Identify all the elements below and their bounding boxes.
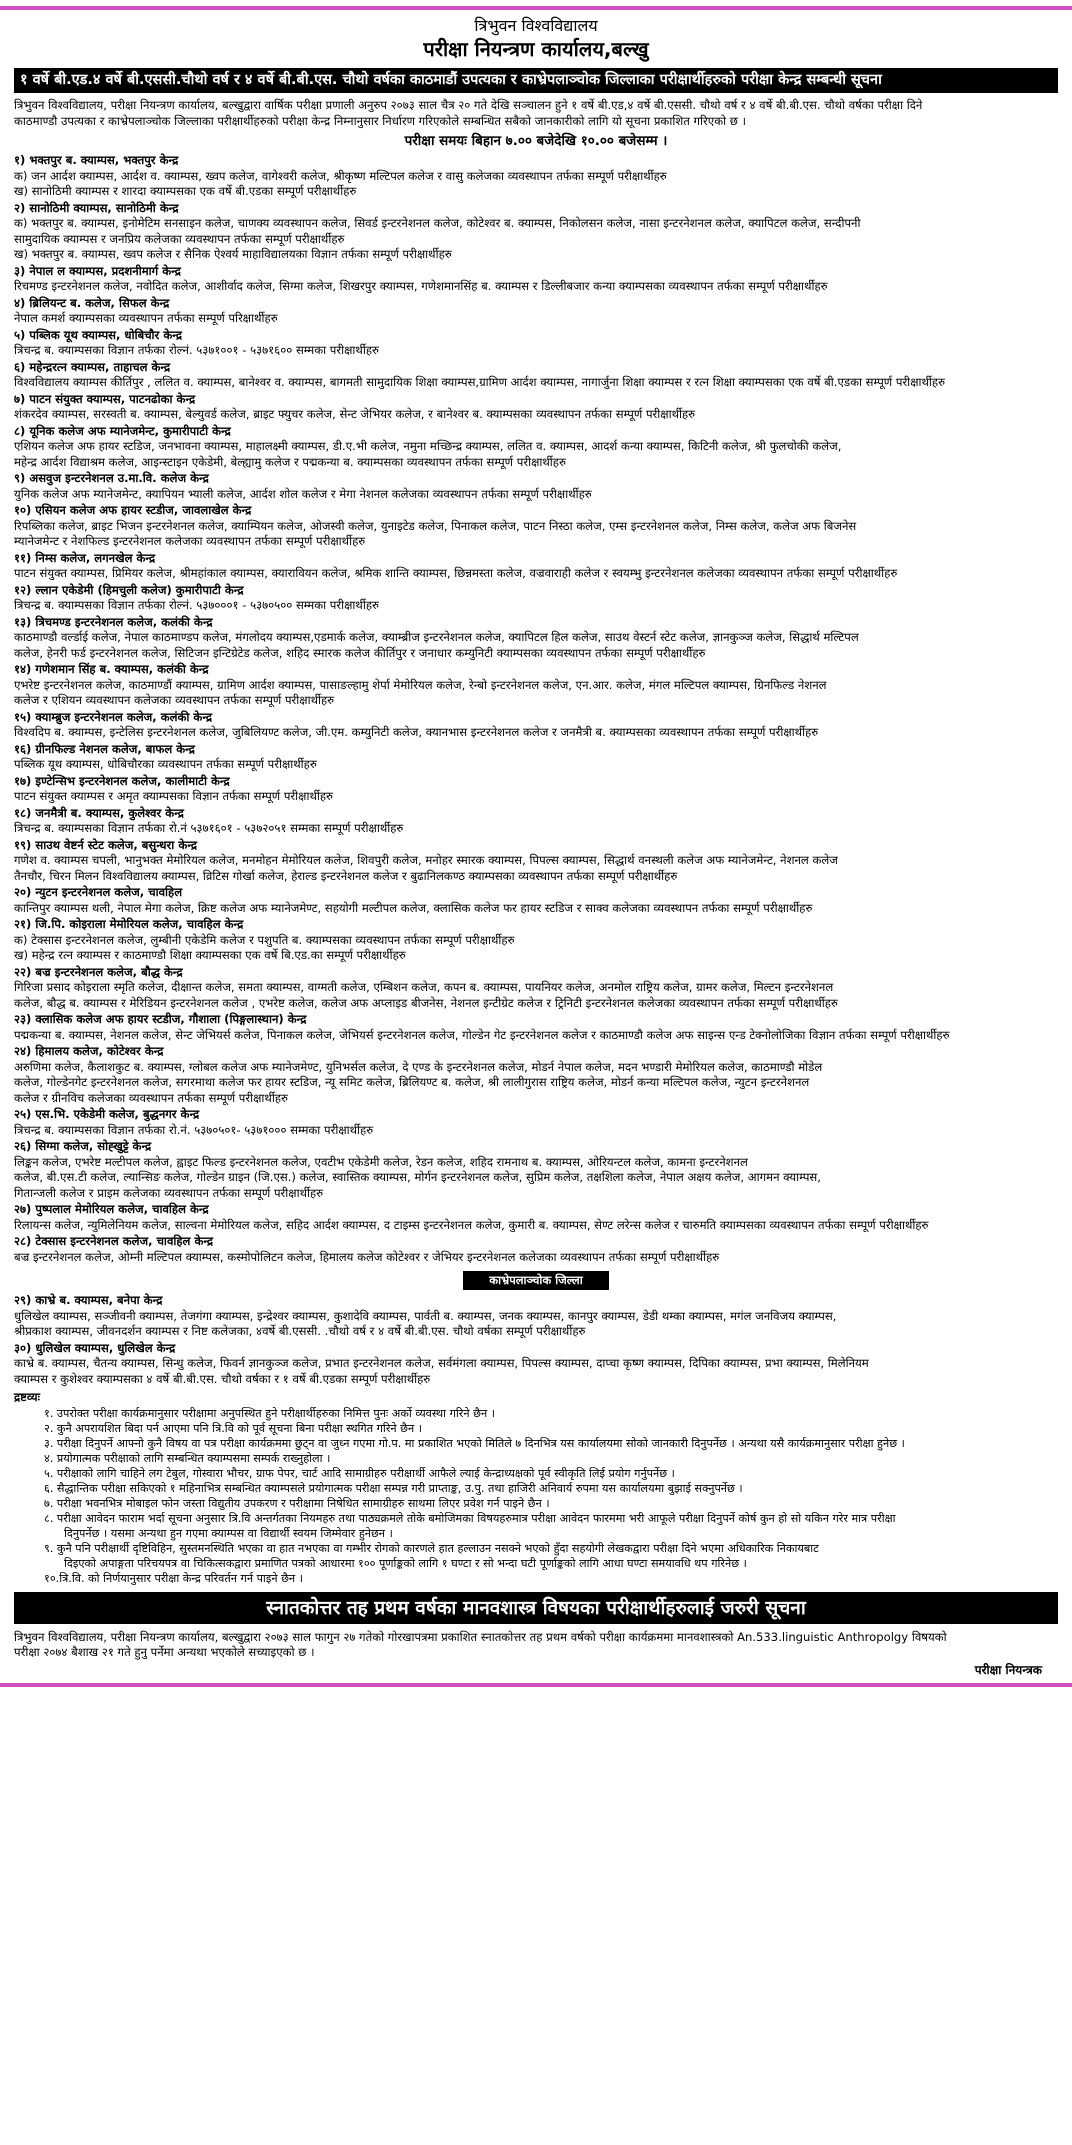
center-detail-line: क) भक्तपुर ब. क्याम्पस, इनोमेटिम सनसाइन कलेज, चाणक्य व्यवस्थापन कलेज, सिवर्ड इन्टरनेशनल कलेज, कोटेश्वर ब. क्याम्पस, निकोलसन कलेज, नासा इन्टरनेशनल कलेज, क्यापिटल कलेज, सन्दीपनी <box>14 216 861 230</box>
center-detail-line: कलेज र ग्रीनविच कलेजका व्यवस्थापन तर्फका सम्पूर्ण परीक्षार्थीहरु <box>14 1090 288 1105</box>
center-detail-line: शंकरदेव क्याम्पस, सरस्वती ब. क्याम्पस, बेल्युवर्ड कलेज, ब्राइट फ्युचर कलेज, सेन्ट जेभियर कलेज, र बानेश्वर ब. क्याम्पसका व्यवस्थापन तर्फका सम्पूर्ण परीक्षार्थीहरु <box>14 407 696 421</box>
exam-center <box>14 296 1058 327</box>
intro-line: काठमाण्डौ उपत्यका र काभ्रेपलाञ्चोक जिल्लाका परीक्षार्थीहरुको परीक्षा केन्द्र निम्नानुसार निर्धारण गरिएकोले सम्बन्धित सबैको जानकारीको लागि यो सूचना प्रकाशित गरिएको छ । <box>14 113 746 128</box>
center-title: १८) जनमैत्री ब. क्याम्पस, कुलेश्वर केन्द्र <box>14 805 184 820</box>
center-detail-line: गणेश व. क्याम्पस चपली, भानुभक्त मेमोरियल कलेज, मनमोहन मेमोरियल कलेज, शिवपुरी कलेज, मनोहर स्मारक क्याम्पस, पिपल्स क्याम्पस, सिद्धार्थ वनस्थली कलेज अफ म्यानेजमेन्ट, नेशनल कलेज <box>14 853 838 867</box>
center-title: १९) साउथ वेष्टर्न स्टेट कलेज, बसुन्धरा केन्द्र <box>14 837 197 852</box>
center-title: २६) सिग्मा कलेज, सोह्खुट्टे केन्द्र <box>14 1139 152 1153</box>
center-title: २४) हिमालय कलेज, कोटेश्वर केन्द्र <box>14 1044 164 1058</box>
center-title: २८) टेक्सास इन्टरनेशनल कलेज, चावहिल केन्द्र <box>14 1234 214 1248</box>
center-detail-line: गितान्जली कलेज र प्राइम कलेजका व्यवस्थापन तर्फका सम्पूर्ण परीक्षार्थीहरु <box>14 1185 324 1200</box>
center-title: १३) त्रिचमण्ड इन्टरनेशनल कलेज, कलंकी केन्द्र <box>14 614 213 629</box>
notes-list <box>14 1406 1058 1586</box>
center-title: १) भक्तपुर ब. क्याम्पस, भक्तपुर केन्द्र <box>14 153 179 167</box>
exam-center <box>14 264 1058 295</box>
kavre-heading-label: काभ्रेपलाञ्चोक जिल्ला <box>463 1271 608 1290</box>
center-detail-line: रिलायन्स कलेज, न्युमिलेनियम कलेज, साल्वना मेमोरियल कलेज, सहिद आर्दश क्याम्पस, द टाइम्स इन्टरनेशनल कलेज, कुमारी ब. क्याम्पस, सेण्ट लरेन्स कलेज र चारुमति क्याम्पसका व्यवस्थापन तर्फका सम्पूर्ण परीक्षार्थीहरु <box>14 1217 929 1232</box>
center-title: १०) एसियन कलेज अफ हायर स्टडीज, जावलाखेल केन्द्र <box>14 503 252 517</box>
center-detail-line: रिचमण्ड इन्टरनेशनल कलेज, नवोदित कलेज, आशीर्वाद कलेज, सिग्मा कलेज, शिखरपुर क्याम्पस, गणेशमानसिंह ब. क्याम्पस र डिल्लीबजार कन्या क्याम्पसका व्यवस्थापन तर्फका सम्पूर्ण परीक्षार्थीहरु <box>14 279 828 293</box>
center-title: ८) यूनिक कलेज अफ म्यानेजमेन्ट, कुमारीपाटी केन्द्र <box>14 423 231 438</box>
exam-center <box>14 1202 1058 1233</box>
signature-title: परीक्षा नियन्त्रक <box>974 1662 1042 1677</box>
note-item: दिइएको अपाङ्गता परिचयपत्र वा चिकित्सकद्वारा प्रमाणित पत्रको आधारमा १०० पूर्णाङ्कको लागि १ घण्टा र सो भन्दा घटी पूर्णाङ्कको लागि आधा घण्टा समयावधि थप गरिनेछ । <box>64 1556 747 1570</box>
note-item: ८. परीक्षा आवेदन फाराम भर्दा सूचना अनुसार त्रि.वि अन्तर्गतका नियमहरु तथा पाठ्यक्रमले तोके बमोजिमका विषयहरुमात्र परीक्षा आवेदन फारममा भरी आफूले परीक्षा दिनुपर्ने कोर्ष कुन हो सो यकिन गरेर मात्र परीक्षा <box>44 1511 896 1525</box>
exam-center <box>14 424 1058 471</box>
exam-center <box>14 885 1058 916</box>
center-detail-line: काभ्रे ब. क्याम्पस, चैतन्य क्याम्पस, सिन्धु कलेज, फिवर्न ज्ञानकुञ्ज कलेज, प्रभात इन्टरनेशनल कलेज, सर्वमंगला क्याम्पस, पिपल्स क्याम्पस, दाप्चा कृष्ण क्याम्पस, दिपिका क्याम्पस, प्रभा क्याम्पस, मिलेनियम <box>14 1356 869 1370</box>
center-title: २०) न्युटन इन्टरनेशनल कलेज, चावहिल <box>14 885 183 899</box>
center-detail-line: गिरिजा प्रसाद कोइराला स्मृति कलेज, दीक्षान्त कलेज, समता क्याम्पस, वाग्मती कलेज, एम्बिशन कलेज, कपन ब. क्याम्पस, पायनियर कलेज, अनमोल राष्ट्रिय कलेज, ग्रामर कलेज, मिल्टन इन्टरनेशनल <box>14 980 834 994</box>
exam-center <box>14 471 1058 502</box>
exam-center <box>14 153 1058 200</box>
note-item: दिनुपर्नेछ । यसमा अन्यथा हुन गएमा क्याम्पस वा विद्यार्थी स्वयम जिम्मेवार हुनेछन । <box>64 1526 393 1540</box>
center-title: ९) असवुज इन्टरनेशनल उ.मा.वि. कलेज केन्द्र <box>14 471 209 485</box>
center-title: ११) निम्स कलेज, लगनखेल केन्द्र <box>14 550 156 565</box>
exam-center <box>14 917 1058 964</box>
exam-center <box>14 1139 1058 1201</box>
note-item: ६. सैद्धान्तिक परीक्षा सकिएको १ महिनाभित्र सम्बन्धित क्याम्पसले प्रयोगात्मक परीक्षा सम्पन्न गरी प्राप्ताङ्क, उ.पु. तथा हाजिरी अनिवार्य रुपमा यस कार्यालयमा बुझाई सक्नुपर्नेछ । <box>44 1481 743 1495</box>
center-title: १७) इण्टेन्सिभ इन्टरनेशनल कलेज, कालीमाटी केन्द्र <box>14 773 230 788</box>
note-item: २. कुनै अपरायशित बिदा पर्न आएमा पनि त्रि.वि को पूर्व सूचना बिना परीक्षा स्थगित गरिने छैन । <box>44 1421 423 1435</box>
university-name: त्रिभुवन विश्वविद्यालय <box>474 16 598 35</box>
center-detail-line: कलेज र एशियन व्यवस्थापन कलेजका व्यवस्थापन तर्फका सम्पूर्ण परीक्षार्थीहरु <box>14 693 335 707</box>
center-detail-line: म्यानेजमेन्ट र नेशफिल्ड इन्टरनेशनल कलेजका व्यवस्थापन तर्फका सम्पूर्ण परीक्षार्थीहरु <box>14 534 366 548</box>
exam-center <box>14 201 1058 263</box>
exam-center <box>14 742 1058 773</box>
center-title: २) सानोठिमी क्याम्पस, सानोठिमी केन्द्र <box>14 200 179 215</box>
center-detail-line: त्रिचन्द्र ब. क्याम्पसका विज्ञान तर्फका रोल्नं. ५३७०००१ - ५३७०५०० सम्मका परीक्षार्थीहरु <box>14 598 379 612</box>
exam-center <box>14 774 1058 805</box>
second-notice-text <box>14 1630 1058 1661</box>
center-title: २९) काभ्रे ब. क्याम्पस, बनेपा केन्द्र <box>14 1293 163 1307</box>
center-detail-line: विश्वविद्यालय क्याम्पस कीर्तिपुर , ललित व. क्याम्पस, बानेश्वर व. क्याम्पस, बागमती सामुदायिक शिक्षा क्याम्पस,ग्रामिण आर्दश क्याम्पस, नागार्जुना शिक्षा क्याम्पस र रत्न शिक्षा क्याम्पसका एक वर्षे बी.एडका सम्पूर्ण परीक्षार्थीहरु <box>14 375 946 389</box>
exam-center <box>14 551 1058 582</box>
center-title: १५) क्याम्ब्रुज इन्टरनेशनल कलेज, कलंकी केन्द्र <box>14 709 213 724</box>
kavre-center-list <box>14 1293 1058 1387</box>
center-title: २३) क्लासिक कलेज अफ हायर स्टडीज, गौशाला (पिङ्गलास्थान) केन्द्र <box>14 1012 307 1026</box>
exam-time: परीक्षा समयः बिहान ७.०० बजेदेखि १०.०० बजेसम्म । <box>404 133 668 149</box>
center-detail-line: कलेज, गोल्डेनगेट इन्टरनेशनल कलेज, सगरमाथा कलेज फर हायर स्टडिज, न्यू समिट कलेज, ब्रिलियण्ट ब. कलेज, श्री लालीगुरास राष्ट्रिय कलेज, मोडर्न कन्या मल्टिपल कलेज, न्युटन इन्टरनेशनल <box>14 1075 810 1089</box>
office-name: परीक्षा नियन्त्रण कार्यालय,बल्खु <box>423 37 649 61</box>
center-detail-line: सामुदायिक क्याम्पस र जनप्रिय कलेजका व्यवस्थापन तर्फका सम्पूर्ण परीक्षार्थीहरु <box>14 231 345 246</box>
center-detail-line: ख) महेन्द्र रत्न क्याम्पस र काठमाण्डौ शिक्षा क्याम्पसका एक वर्षे बि.एड.का सम्पूर्ण परीक्षार्थीहरु <box>14 948 406 962</box>
center-title: २२) बज्र इन्टरनेशनल कलेज, बौद्ध केन्द्र <box>14 964 183 979</box>
center-detail-line: ख) सानोठिमी क्याम्पस र शारदा क्याम्पसका एक वर्षे बी.एडका सम्पूर्ण परीक्षार्थीहरु <box>14 184 357 198</box>
center-detail-line: कलेज, बौद्ध ब. क्याम्पस र मेरिडियन इन्टरनेशनल कलेज , एभरेष्ट कलेज, कलेज अफ अप्लाइड बीजनेस, नेशनल इन्टीग्रेट कलेज र ट्रिनिटी इन्टरनेशनल कलेजका व्यवस्थापन तर्फका सम्पूर्ण परीक्षार्थीहरु <box>14 995 838 1010</box>
main-notice-banner: १ वर्षे बी.एड.४ वर्षे बी.एससी.चौथो वर्ष र ४ वर्षे बी.बी.एस. चौथो वर्षका काठमाडौं उपत्यका र काभ्रेपलाञ्चोक जिल्लाका परीक्षार्थीहरुको परीक्षा केन्द्र सम्बन्धी सूचना <box>14 68 1058 93</box>
center-detail-line: एशियन कलेज अफ हायर स्टडिज, जनभावना क्याम्पस, माहालक्ष्मी क्याम्पस, डी.ए.भी कलेज, नमुना मच्छिन्द्र क्याम्पस, ललित व. क्याम्पस, आदर्श कन्या क्याम्पस, किटिनी कलेज, श्री फुलचोकी कलेज, <box>14 439 842 453</box>
center-detail-line: पाटन संयुक्त क्याम्पस र अमृत क्याम्पसका विज्ञान तर्फका सम्पूर्ण परीक्षार्थीहरु <box>14 789 333 803</box>
exam-center <box>14 662 1058 709</box>
exam-center <box>14 1234 1058 1265</box>
center-title: ४) ब्रिलियन्ट ब. कलेज, सिफल केन्द्र <box>14 295 170 310</box>
center-detail-line: ख) भक्तपुर ब. क्याम्पस, ख्वप कलेज र सैनिक ऐश्वर्य माहाविद्यालयका विज्ञान तर्फका सम्पूर्ण परीक्षार्थीहरु <box>14 247 452 261</box>
note-item: ९. कुनै पनि परीक्षार्थी दृष्टिविहिन, सुस्तमनस्थिति भएका वा हात नभएका वा गम्भीर रोगको कारणले हात हल्लाउन नसक्ने भएको हुँदा सहयोगी लेखकद्वारा परीक्षा दिने भएमा अधिकारिक निकायबाट <box>44 1541 819 1555</box>
exam-center <box>14 615 1058 662</box>
center-detail-line: धुलिखेल क्याम्पस, सञ्जीवनी क्याम्पस, तेजगंगा क्याम्पस, इन्द्रेश्वर क्याम्पस, कुशादेवि क्याम्पस, पार्वती ब. क्याम्पस, जनक क्याम्पस, कानपुर क्याम्पस, डेडी थम्का क्याम्पस, मगंल जनविजय क्याम्पस, <box>14 1308 837 1323</box>
center-title: ५) पब्लिक यूथ क्याम्पस, धोबिचौर केन्द्र <box>14 327 182 342</box>
notes-section <box>14 1390 1058 1586</box>
center-detail-line: विश्वदिप ब. क्याम्पस, इन्टेलिस इन्टरनेशनल कलेज, जुबिलियण्ट कलेज, जी.एम. कम्युनिटी कलेज, क्यानभास इन्टरनेशनल कलेज र जनमैत्री ब. क्याम्पसका व्यवस्थापन तर्फका सम्पूर्ण परीक्षार्थीहरु <box>14 725 819 739</box>
note-item: १०.त्रि.वि. को निर्णयानुसार परीक्षा केन्द्र परिवर्तन गर्न पाइने छैन । <box>44 1571 303 1585</box>
center-detail-line: त्रिचन्द्र ब. क्याम्पसका विज्ञान तर्फका रोल्नं. ५३७१००१ - ५३७१६०० सम्मका परीक्षार्थीहरु <box>14 343 379 357</box>
center-detail-line: कलेज, बी.एस.टी कलेज, ल्यान्सिङ कलेज, गोल्डेन ग्राइन (जि.एस.) कलेज, स्वास्तिक क्याम्पस, मोर्गन इन्टरनेशनल कलेज, सुप्रिम कलेज, तक्षशिला कलेज, नेपाल अक्षय कलेज, आगमन क्याम्पस, <box>14 1170 821 1184</box>
center-detail-line: एभरेष्ट इन्टरनेशनल कलेज, काठमाण्डौं क्याम्पस, ग्रामिण आर्दश क्याम्पस, पासाङल्हामु शेर्पा मेमोरियल कलेज, रेन्बो इन्टरनेशनल कलेज, एन.आर. कलेज, मंगल मल्टिपल क्याम्पस, ग्रिनफिल्ड नेशनल <box>14 677 827 692</box>
center-title: १६) ग्रीनफिल्ड नेशनल कलेज, बाफल केन्द्र <box>14 741 195 756</box>
exam-center <box>14 583 1058 614</box>
kavre-region-heading <box>14 1269 1058 1290</box>
exam-center <box>14 710 1058 741</box>
second-notice-line: परीक्षा २०७४ बैशाख २१ गते हुनु पर्नेमा अन्यथा भएकोले सच्याइएको छ । <box>14 1645 315 1659</box>
center-title: १४) गणेशमान सिंह ब. क्याम्पस, कलंकी केन्द्र <box>14 662 209 676</box>
center-title: ३) नेपाल ल क्याम्पस, प्रदशनीमार्ग केन्द्र <box>14 263 181 278</box>
center-detail-line: क्याम्पस र कुशेश्वर क्याम्पसका ४ वर्षे बी.बी.एस. चौथो वर्षका र १ वर्षे बी.एडका सम्पूर्ण परीक्षार्थीहरु <box>14 1371 431 1386</box>
center-title: ६) महेन्द्ररत्न क्याम्पस, ताहाचल केन्द्र <box>14 359 171 374</box>
exam-center <box>14 1341 1058 1388</box>
center-title: २७) पुष्पलाल मेमोरियल कलेज, चावहिल केन्द्र <box>14 1202 209 1216</box>
note-item: ३. परीक्षा दिनुपर्ने आफ्नो कुनै विषय वा पत्र परीक्षा कार्यक्रममा छुट्न वा जुध्न गएमा गो.प. मा प्रकाशित भएको मितिले ७ दिनभित्र यस कार्यालयमा सोको जानकारी दिनुपर्नेछ । अन्यथा यसै कार्यक्रमानुसार परीक्षा हुनेछ । <box>44 1436 905 1450</box>
intro-paragraph <box>14 98 1058 129</box>
center-detail-line: कान्तिपुर क्याम्पस थली, नेपाल मेगा कलेज, क्रिष्ट कलेज अफ म्यानेजमेण्ट, सहयोगी मल्टीपल कलेज, क्लासिक कलेज फर हायर स्टडिज र साक्व कलेजका व्यवस्थापन तर्फका सम्पूर्ण परीक्षार्थीहरु <box>14 900 813 915</box>
exam-center <box>14 392 1058 423</box>
second-notice-line: त्रिभुवन विश्वविद्यालय, परीक्षा नियन्त्रण कार्यालय, बल्खुद्वारा २०७३ साल फागुन २७ गतेको गोरखापत्रमा प्रकाशित स्नातकोत्तर तह प्रथम वर्षको परीक्षा कार्यक्रममा मानवशास्त्रको An.533.linguistic Anthropolgy विषयको <box>14 1629 947 1644</box>
center-detail-line: बज्र इन्टरनेशनल कलेज, ओम्नी मल्टिपल क्याम्पस, कस्मोपोलिटन कलेज, हिमालय कलेज कोटेश्वर र जेभियर इन्टरनेशनल कलेजका व्यवस्थापन तर्फका सम्पूर्ण परीक्षार्थीहरु <box>14 1249 720 1264</box>
center-detail-line: महेन्द्र आर्दश विद्याश्रम कलेज, आइन्स्टाइन एकेडेमी, बेल्ह्यामु कलेज र पद्मकन्या ब. क्याम्पसका व्यवस्थापन तर्फका सम्पूर्ण परीक्षार्थीहरु <box>14 454 566 469</box>
note-item: १. उपरोक्त परीक्षा कार्यक्रमानुसार परीक्षामा अनुपस्थित हुने परीक्षार्थीहरुका निमित्त पुनः अर्को व्यवस्था गरिने छैन । <box>44 1406 495 1420</box>
exam-center <box>14 1012 1058 1043</box>
exam-center <box>14 1044 1058 1106</box>
exam-center <box>14 503 1058 550</box>
masthead <box>14 10 1058 66</box>
bottom-pink-rule <box>0 1683 1072 1687</box>
center-detail-line: क) जन आर्दश क्याम्पस, आर्दश व. क्याम्पस, ख्वप कलेज, वागेश्वरी कलेज, श्रीकृष्ण मल्टिपल कलेज र वासु कलेजका व्यवस्थापन तर्फका सम्पूर्ण परीक्षार्थीहरु <box>14 168 667 183</box>
center-detail-line: लिङ्कन कलेज, एभरेष्ट मल्टीपल कलेज, ह्वाइट फिल्ड इन्टरनेशनल कलेज, एवटीभ एकेडेमी कलेज, रेडन कलेज, शहिद रामनाथ ब. क्याम्पस, ओरियन्टल कलेज, कामना इन्टरनेशनल <box>14 1154 748 1169</box>
note-item: ७. परीक्षा भवनभित्र मोबाइल फोन जस्ता विद्युतीय उपकरण र परीक्षामा निषेधित सामाग्रीहरु साथमा लिएर प्रवेश गर्न पाइने छैन । <box>44 1496 550 1510</box>
center-detail-line: पब्लिक यूथ क्याम्पस, धोबिचौरका व्यवस्थापन तर्फका सम्पूर्ण परीक्षार्थीहरु <box>14 757 317 771</box>
center-title: २१) जि.पि. कोइराला मेमोरियल कलेज, चावहिल केन्द्र <box>14 917 244 931</box>
exam-center-list <box>14 153 1058 1265</box>
center-detail-line: पद्मकन्या ब. क्याम्पस, नेशनल कलेज, सेन्ट जेभियर्स कलेज, पिनाकल कलेज, जेभियर्स इन्टरनेशनल कलेज, गोल्डेन गेट इन्टरनेशनल कलेज र काठमाण्डौ कलेज अफ साइन्स एन्ड टेक्नोलोजिका विज्ञान तर्फका सम्पूर्ण परीक्षार्थीहरु <box>14 1027 950 1042</box>
center-detail-line: अरुणिमा कलेज, कैलाशकुट ब. क्याम्पस, ग्लोबल कलेज अफ म्यानेजमेण्ट, युनिभर्सल कलेज, दे एण्ड के इन्टरनेशनल कलेज, मोडर्न नेपाल कलेज, मदन भण्डारी मेमोरियल कलेज, काठमाण्डौ मोडेल <box>14 1059 823 1074</box>
center-detail-line: तैनचौर, चिरन मिलन विश्वविद्यालय क्याम्पस, व्रिटिस गोर्खा कलेज, हेराल्ड इन्टरनेशनल कलेज र बुढानिलकण्ठ क्याम्पसका व्यवस्थापन तर्फका सम्पूर्ण परीक्षार्थीहरु <box>14 868 678 883</box>
exam-center <box>14 1107 1058 1138</box>
exam-center <box>14 806 1058 837</box>
note-item: ४. प्रयोगात्मक परीक्षाको लागि सम्बन्धित क्याम्पसमा सम्पर्क राख्नुहोला । <box>44 1451 331 1465</box>
center-detail-line: काठमाण्डौ वर्ल्डाई कलेज, नेपाल काठमाण्डप कलेज, मंगलोदय क्याम्पस,एडमार्क कलेज, क्याम्ब्रीज इन्टरनेशनल कलेज, क्यापिटल हिल कलेज, साउथ वेस्टर्न स्टेट कलेज, ज्ञानकुञ्ज कलेज, सिद्धार्थ मल्टिपल <box>14 630 859 644</box>
notes-title: द्रष्टव्यः <box>14 1390 40 1404</box>
center-detail-line: त्रिचन्द्र ब. क्याम्पसका विज्ञान तर्फका रो.नं ५३७१६०१ - ५३७२०५१ सम्मका सम्पूर्ण परीक्षार्थीहरु <box>14 821 404 835</box>
center-detail-line: कलेज, हेनरी फर्ड इन्टरनेशनल कलेज, सिटिजन इन्टिग्रेटेड कलेज, शहिद स्मारक कलेज कीर्तिपुर र जनाधार कम्युनिटी क्याम्पसका व्यवस्थापन तर्फका सम्पूर्ण परीक्षार्थीहरु <box>14 645 706 660</box>
note-item: ५. परीक्षाको लागि चाहिने लग टेबुल, गोस्वारा भौचर, ग्राफ पेपर, चार्ट आदि सामाग्रीहरु परीक्षार्थी आफैले ल्याई केन्द्राध्यक्षको पूर्व स्वीकृति लिई प्रयोग गर्नुपर्नेछ । <box>44 1466 675 1480</box>
center-detail-line: पाटन संयुक्त क्याम्पस, प्रिमियर कलेज, श्रीमहांकाल क्याम्पस, क्यारावियन कलेज, श्रमिक शान्ति क्याम्पस, छिन्नमस्ता कलेज, वज्रवाराही कलेज र स्वयम्भु इन्टरनेशनल कलेजका व्यवस्थापन तर्फका सम्पूर्ण परीक्षार्थीहरु <box>14 566 898 580</box>
exam-center <box>14 1293 1058 1340</box>
center-detail-line: श्रीप्रकाश क्याम्पस, जीवनदर्शन क्याम्पस र निष्ट कलेजका, ४वर्षे बी.एससी. .चौथो वर्ष र ४ वर्षे बी.बी.एस. चौथो वर्षका सम्पूर्ण परीक्षार्थीहरु <box>14 1324 586 1338</box>
exam-center <box>14 838 1058 885</box>
center-detail-line: युनिक कलेज अफ म्यानेजमेन्ट, क्यापियन भ्याली कलेज, आर्दश शोल कलेज र मेगा नेशनल कलेजका व्यवस्थापन तर्फका सम्पूर्ण परीक्षार्थीहरु <box>14 486 592 501</box>
intro-line: त्रिभुवन विश्वविद्यालय, परीक्षा नियन्त्रण कार्यालय, बल्खुद्वारा वार्षिक परीक्षा प्रणाली अनुरुप २०७३ साल चैत्र २० गते देखि सञ्चालन हुने १ वर्षे बी.एड,४ वर्षे बी.एससी. चौथो वर्ष र ४ वर्षे बी.बी.एस. चौथो वर्षका परीक्षा दिने <box>14 98 923 112</box>
center-detail-line: रिपब्लिका कलेज, ब्राइट भिजन इन्टरनेशनल कलेज, क्याम्पियन कलेज, ओजस्वी कलेज, युनाइटेड कलेज, पिनाकल कलेज, पाटन निस्ठा कलेज, एम्स इन्टरनेशनल कलेज, निम्स कलेज, कलेज अफ बिजनेस <box>14 518 857 533</box>
center-title: २५) एस.भि. एकेडेमी कलेज, बुद्धनगर केन्द्र <box>14 1107 200 1121</box>
center-detail-line: क) टेक्सास इन्टरनेशनल कलेज, लुम्बीनी एकेडेमि कलेज र पशुपति ब. क्याम्पसका व्यवस्थापन तर्फका सम्पूर्ण परीक्षार्थीहरु <box>14 932 515 947</box>
center-title: ७) पाटन संयुक्त क्याम्पस, पाटनढोका केन्द्र <box>14 391 196 406</box>
exam-center <box>14 328 1058 359</box>
second-notice-banner: स्नातकोत्तर तह प्रथम वर्षका मानवशास्त्र विषयका परीक्षार्थीहरुलाई जरुरी सूचना <box>14 1592 1058 1624</box>
center-detail-line: त्रिचन्द्र ब. क्याम्पसका विज्ञान तर्फका रो.नं. ५३७०५०१- ५३७१००० सम्मका परीक्षार्थीहरु <box>14 1122 374 1137</box>
center-title: ३०) धुलिखेल क्याम्पस, धुलिखेल केन्द्र <box>14 1340 176 1355</box>
center-title: १२) ल्लान एकेडेमी (हिमचुली कलेज) कुमारीपाटी केन्द्र <box>14 582 244 597</box>
exam-center <box>14 965 1058 1012</box>
center-detail-line: नेपाल कमर्श क्याम्पसका व्यवस्थापन तर्फका सम्पूर्ण परिक्षार्थीहरु <box>14 311 278 325</box>
exam-center <box>14 360 1058 391</box>
